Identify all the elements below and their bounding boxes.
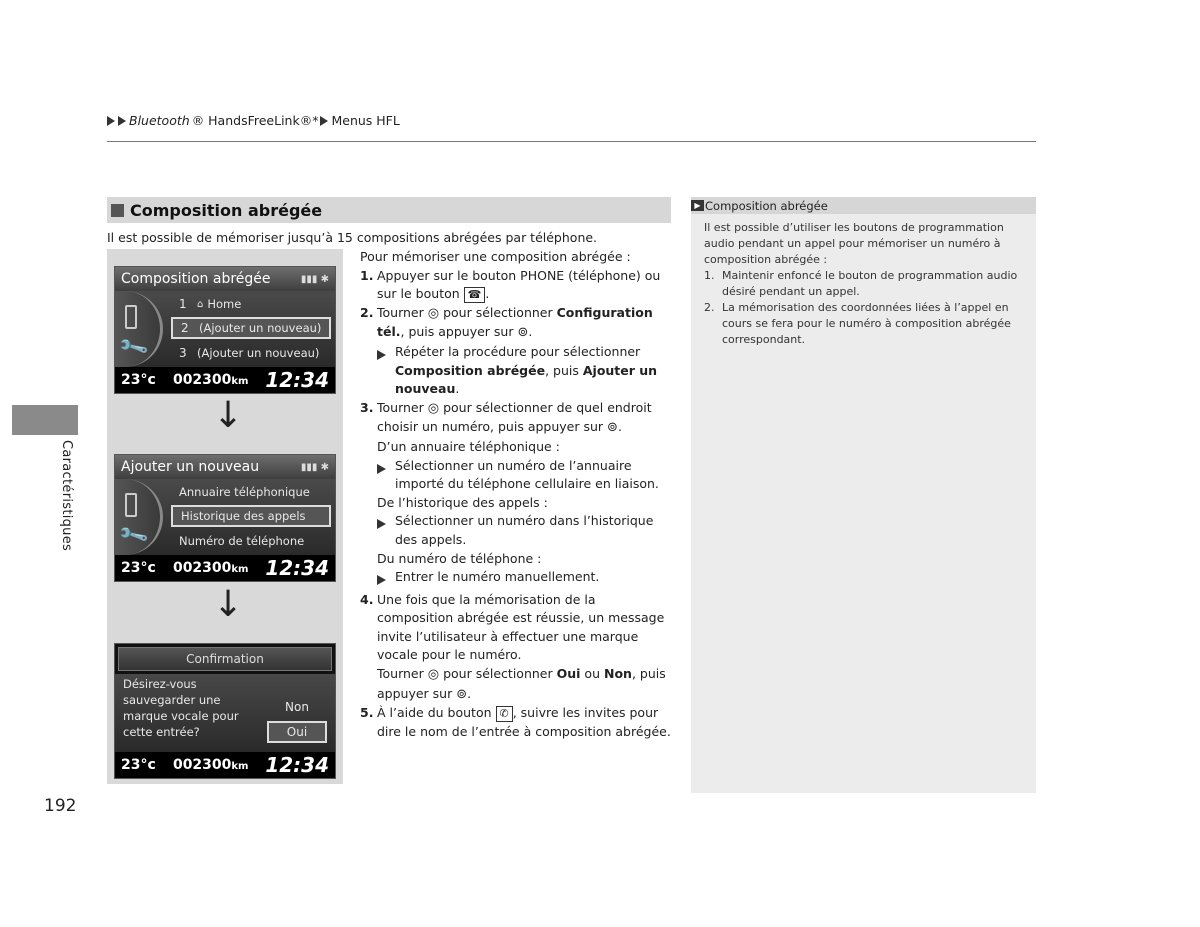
step-3-note-1: Sélectionner un numéro de l’annuaire importé du téléphone cellulaire en liaison. [360, 457, 672, 494]
screen-title: Confirmation [118, 647, 332, 671]
screen-title-bar [115, 455, 335, 479]
screen-body [115, 674, 335, 752]
option-oui-selected: Oui [267, 721, 327, 743]
header-rule [107, 141, 1036, 142]
selector-knob-icon: ◎ [427, 667, 440, 683]
list-item: 1. Maintenir enfoncé le bouton de programmation audio désiré pendant un appel. [704, 269, 1018, 298]
screen-title: Ajouter un nouveau [121, 459, 260, 475]
screen-title-bar [115, 267, 335, 291]
step-5: 5. À l’aide du bouton ✆ , suivre les invites pour dire le nom de l’entrée à composition abrégée. [360, 705, 671, 739]
clock: 12:34 [265, 753, 329, 777]
side-note-title: Composition abrégée [705, 198, 828, 213]
step-3-note-2: Sélectionner un numéro dans l’historique des appels. [360, 512, 672, 549]
phone-settings-graphic [115, 479, 163, 555]
breadcrumb-arrow-icon [118, 116, 126, 126]
side-note [691, 197, 1036, 793]
arrow-icon [377, 519, 386, 529]
step-3: 3. Tourner ◎ pour sélectionner de quel endroit choisir un numéro, puis appuyer sur ⊚. [360, 399, 672, 438]
screen-footer [115, 752, 335, 778]
odometer: 002300km [172, 757, 249, 773]
temperature: 23°c [121, 560, 156, 576]
temperature: 23°c [121, 372, 156, 388]
note-marker-icon: ▶ [691, 200, 704, 211]
side-note-body [691, 214, 1036, 348]
step-1: 1. Appuyer sur le bouton PHONE (téléphone) ou sur le bouton ☎ . [360, 267, 661, 302]
procedure-lead: Pour mémoriser une composition abrégée : [360, 249, 631, 264]
clock: 12:34 [265, 368, 329, 392]
temperature: 23°c [121, 757, 156, 773]
breadcrumb-handsfreelink: ® HandsFreeLink®* [191, 113, 319, 128]
arrow-icon [377, 464, 386, 474]
home-icon: ⌂ [197, 298, 204, 310]
list-item: 2. La mémorisation des coordonnées liées à l’appel en cours se fera pour le numéro à composition abrégée correspondant. [704, 301, 1011, 346]
screen-footer [115, 367, 335, 393]
screen-title: Composition abrégée [121, 271, 271, 287]
odometer: 002300km [172, 372, 249, 388]
list-item: Numéro de téléphone [179, 534, 305, 548]
confirmation-message: Désirez-vous sauvegarder une marque vocale pour cette entrée? [123, 677, 239, 739]
procedure-steps [360, 248, 672, 741]
press-knob-icon: ⊚ [517, 325, 529, 341]
down-arrow-icon: ↓ [213, 584, 244, 625]
press-knob-icon: ⊚ [456, 686, 468, 702]
step-3-from-phonebook: D’un annuaire téléphonique : [377, 438, 560, 454]
step-3-from-number: Du numéro de téléphone : [377, 550, 542, 566]
screen-confirmation [114, 643, 336, 779]
screen-body [115, 291, 335, 367]
phone-settings-graphic [115, 291, 163, 367]
wrench-icon: 🔧 [116, 518, 151, 552]
breadcrumb-menus-hfl: Menus HFL [331, 113, 400, 128]
list-item-selected: Historique des appels [171, 505, 331, 527]
screen-footer [115, 555, 335, 581]
list-item-selected: 2 (Ajouter un nouveau) [171, 317, 331, 339]
phone-icon [125, 305, 137, 329]
screen-speed-dial [114, 266, 336, 394]
side-note-header [691, 197, 1036, 214]
arrow-icon [377, 350, 386, 360]
screen-add-new [114, 454, 336, 582]
breadcrumb-bluetooth: Bluetooth [129, 113, 190, 128]
list-item: 3 (Ajouter un nouveau) [179, 346, 320, 360]
selector-knob-icon: ◎ [427, 400, 440, 416]
list-item: 1 ⌂ Home [179, 297, 242, 311]
arrow-icon [377, 575, 386, 585]
section-title: Composition abrégée [130, 200, 323, 220]
press-knob-icon: ⊚ [607, 420, 618, 436]
step-2: 2. Tourner ◎ pour sélectionner Configuration tél., puis appuyer sur ⊚. [360, 304, 672, 343]
signal-bluetooth-icon: ▮▮▮ ✱ [300, 273, 329, 285]
signal-bluetooth-icon: ▮▮▮ ✱ [300, 461, 329, 473]
breadcrumb [107, 113, 400, 128]
step-3-from-history: De l’historique des appels : [377, 494, 548, 510]
list-item: Annuaire téléphonique [179, 485, 310, 499]
chapter-label: Caractéristiques [59, 440, 74, 552]
phone-button-icon: ☎ [464, 287, 486, 303]
clock: 12:34 [265, 556, 329, 580]
step-3-note-3: Entrer le numéro manuellement. [360, 568, 672, 591]
page-number: 192 [44, 796, 77, 816]
odometer: 002300km [172, 560, 249, 576]
step-4: 4. Une fois que la mémorisation de la composition abrégée est réussie, un message invite l’utilisateur à effectuer une marque vocale pour le numéro. Tourner ◎ pour sélectionner Oui ou Non, puis appuyer sur ⊚. [360, 591, 672, 705]
chapter-tab [12, 405, 78, 435]
intro-text: Il est possible de mémoriser jusqu’à 15 compositions abrégées par téléphone. [107, 230, 598, 245]
side-note-list [704, 268, 1026, 348]
breadcrumb-arrow-icon [320, 116, 328, 126]
down-arrow-icon: ↓ [213, 395, 244, 436]
selector-knob-icon: ◎ [427, 305, 440, 321]
talk-button-icon: ✆ [496, 706, 513, 722]
side-note-text: Il est possible d’utiliser les boutons de programmation audio pendant un appel pour mémoriser un numéro à composition abrégée : [704, 221, 1004, 266]
step-2-note: Répéter la procédure pour sélectionner Composition abrégée, puis Ajouter un nouveau. [360, 343, 672, 399]
wrench-icon: 🔧 [116, 330, 151, 364]
phone-icon [125, 493, 137, 517]
screen-body [115, 479, 335, 555]
section-header [107, 197, 671, 223]
option-non: Non [285, 700, 309, 714]
section-square-icon [111, 204, 124, 217]
breadcrumb-arrow-icon [107, 116, 115, 126]
